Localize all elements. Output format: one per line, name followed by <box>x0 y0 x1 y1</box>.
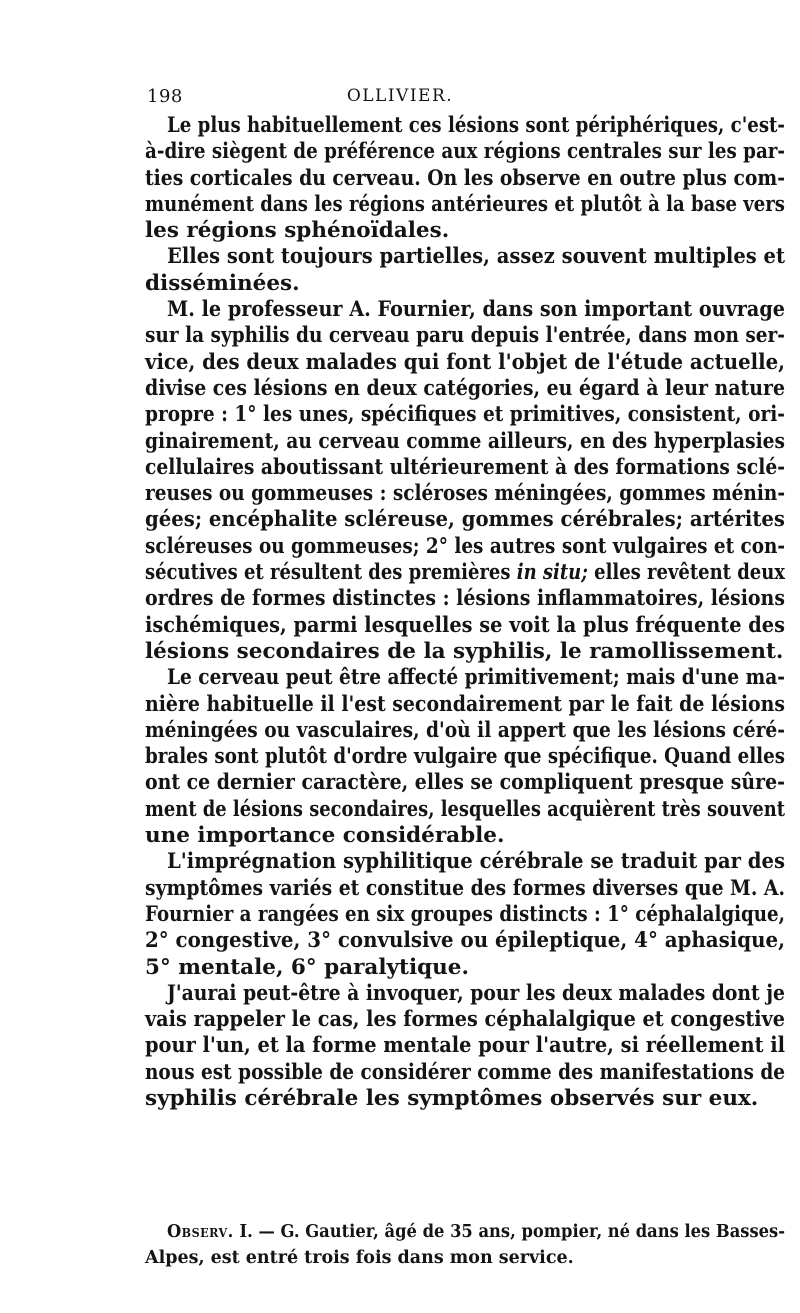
text-line: ment de lésions secondaires, lesquelles acquièrent très souvent <box>145 796 786 822</box>
text-line: ischémiques, parmi lesquelles se voit la plus fréquente des <box>145 612 786 638</box>
text-line: ordres de formes distinctes : lésions inflammatoires, lésions <box>145 586 786 612</box>
text-segment: sécutives et résultent des premières <box>145 560 517 586</box>
note-line: Alpes, est entré trois fois dans mon service. <box>145 1248 574 1268</box>
text-line: à-dire siègent de préférence aux régions centrales sur les par- <box>145 139 786 165</box>
text-line: cellulaires aboutissant ultérieurement à des formations sclé- <box>145 454 785 480</box>
text-segment: I. — G. Gautier, âgé de 35 ans, pompier, né dans les Basses- <box>233 1222 786 1242</box>
text-line: Le cerveau peut être affecté primitivement; mais d'une ma- <box>167 665 786 691</box>
text-line: 5° mentale, 6° paralytique. <box>145 954 469 980</box>
text-segment: elles revêtent deux <box>587 560 786 586</box>
text-line: symptômes variés et constitue des formes diverses que M. A. <box>145 875 785 901</box>
text-line: Fournier a rangées en six groupes distincts : 1° céphalalgique, <box>145 901 786 927</box>
text-line: pour l'un, et la forme mentale pour l'autre, si réellement il <box>145 1033 786 1059</box>
text-line: nière habituelle il l'est secondairement par le fait de lésions <box>145 691 786 717</box>
text-line: reuses ou gommeuses : scléroses méningées, gommes ménin- <box>145 481 785 507</box>
note-line <box>145 1219 785 1245</box>
text-line: syphilis cérébrale les symptômes observés sur eux. <box>145 1085 759 1111</box>
page-number: 198 <box>147 86 183 107</box>
text-line: M. le professeur A. Fournier, dans son important ouvrage <box>167 297 785 323</box>
text-line: vais rappeler le cas, les formes céphalalgique et congestive <box>145 1007 785 1033</box>
text-line: L'imprégnation syphilitique cérébrale se traduit par des <box>167 849 786 875</box>
observation-note <box>145 1219 785 1271</box>
text-line: brales sont plutôt d'ordre vulgaire que spécifique. Quand elles <box>145 744 786 770</box>
text-line: propre : 1° les unes, spécifiques et primitives, consistent, ori- <box>145 402 785 428</box>
text-line: ginairement, au cerveau comme ailleurs, en des hyperplasies <box>145 428 786 454</box>
text-line: Le plus habituellement ces lésions sont périphériques, c'est- <box>167 113 785 138</box>
text-line: vice, des deux malades qui font l'objet de l'étude actuelle, <box>145 349 785 375</box>
text-line: 2° congestive, 3° convulsive ou épileptique, 4° aphasique, <box>145 928 785 954</box>
text-line: divise ces lésions en deux catégories, eu égard à leur nature <box>145 375 785 401</box>
running-head <box>0 84 800 112</box>
text-line: Elles sont toujours partielles, assez souvent multiples et <box>167 244 785 270</box>
text-line: ont ce dernier caractère, elles se compliquent presque sûre- <box>145 770 785 796</box>
text-line: sur la syphilis du cerveau paru depuis l'entrée, dans mon ser- <box>145 323 785 349</box>
text-line: une importance considérable. <box>145 823 505 849</box>
text-line: J'aurai peut-être à invoquer, pour les deux malades dont je <box>167 980 785 1006</box>
italic-term: in situ; <box>516 560 588 586</box>
text-line: méningées ou vasculaires, d'où il appert que les lésions céré- <box>145 717 785 743</box>
text-line: gées; encéphalite scléreuse, gommes cérébrales; artérites <box>145 507 785 533</box>
text-line <box>145 560 785 586</box>
body-text <box>145 113 785 1112</box>
text-line: disséminées. <box>145 270 300 296</box>
running-title: OLLIVIER. <box>346 86 454 106</box>
text-line: les régions sphénoïdales. <box>145 218 450 244</box>
note-label: Observ. <box>167 1222 234 1242</box>
text-line: lésions secondaires de la syphilis, le ramollissement. <box>145 638 784 664</box>
text-line: nous est possible de considérer comme des manifestations de <box>145 1059 786 1085</box>
text-line: ties corticales du cerveau. On les observe en outre plus com- <box>145 165 786 191</box>
text-line: munément dans les régions antérieures et plutôt à la base vers <box>145 191 785 217</box>
text-line: scléreuses ou gommeuses; 2° les autres sont vulgaires et con- <box>145 533 786 559</box>
